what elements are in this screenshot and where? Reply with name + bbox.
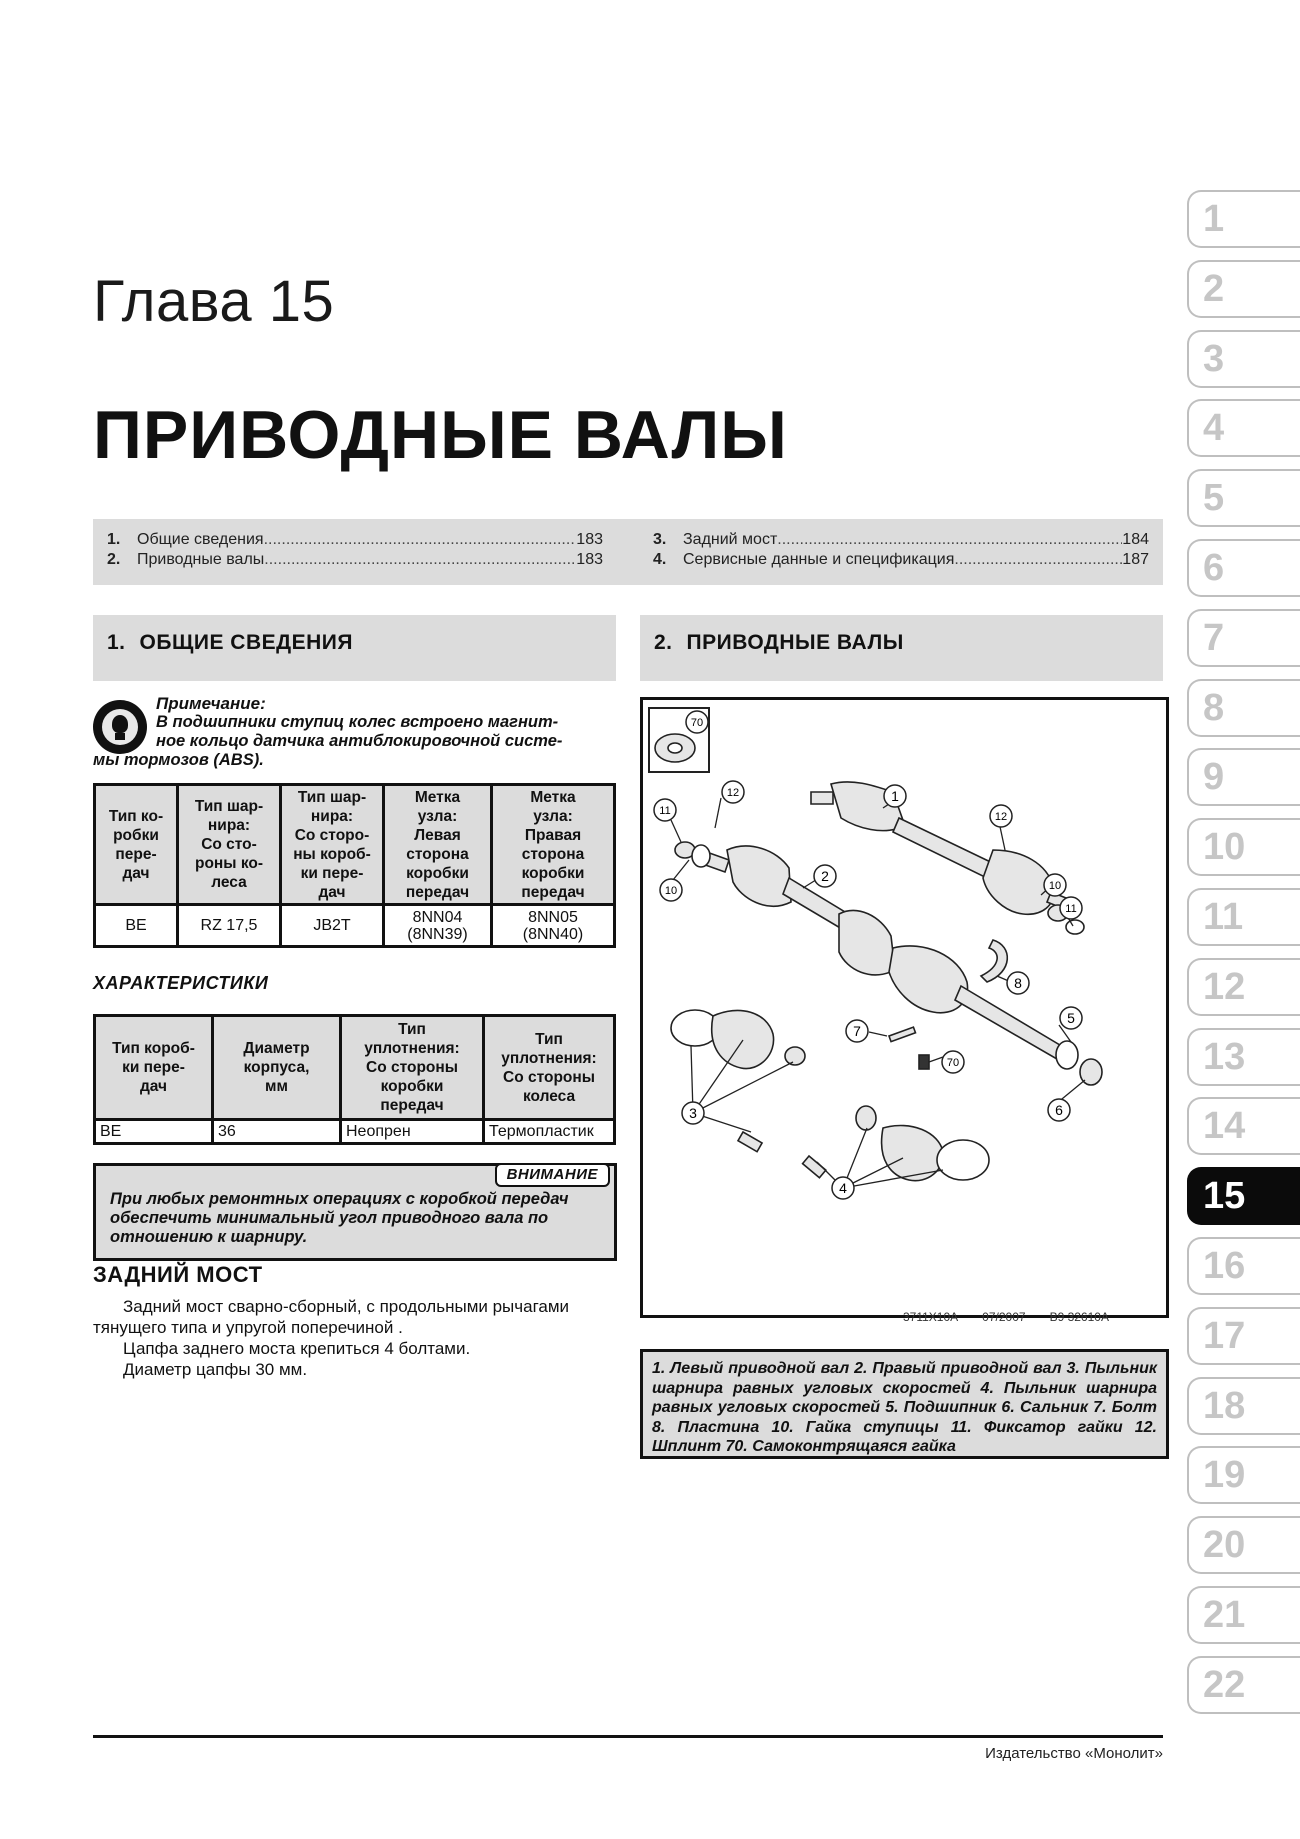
note-body: В подшипники ступиц колес встроено магнит- ное кольцо датчика антиблокировочной систе- мы тормозов (ABS).: [93, 713, 563, 769]
shaft2-boot-inner: [727, 846, 791, 906]
callout-12a: [722, 781, 744, 803]
shaft2-bearing: [839, 910, 895, 974]
table-cell: BE: [95, 1120, 213, 1144]
svg-text:70: 70: [690, 717, 704, 729]
shaft1-spline: [811, 792, 833, 804]
toc-item-page: 184: [1122, 531, 1149, 548]
svg-text:12: 12: [726, 787, 740, 799]
toc-item-title: Задний мост: [683, 531, 778, 548]
svg-text:11: 11: [1065, 903, 1077, 915]
chapter-label: Глава 15: [93, 269, 335, 334]
boot-ring: [856, 1106, 876, 1130]
callout-3: [682, 1102, 704, 1124]
callout-11b: [1060, 897, 1082, 919]
bearing-ring: [1056, 1041, 1078, 1069]
chapter-tab-19[interactable]: 19: [1187, 1446, 1300, 1504]
figure-caption: 1. Левый приводной вал 2. Правый приводной вал 3. Пыльник шарнира равных угловых скоростей 4. Пыльник шарнира равных угловых скоростей 5. Подшипник 6. Сальник 7. Болт 8. Пластина 10. Гайка ступицы 11. Фиксатор гайки 12. Шплинт 70. Самоконтрящаяся гайка: [640, 1349, 1169, 1459]
boot-kit-4: [882, 1125, 944, 1180]
callout-70a: [686, 711, 708, 733]
chapter-tab-8[interactable]: 8: [1187, 679, 1300, 737]
toc-item[interactable]: 4. Сервисные данные и спецификация ..... 187: [639, 550, 1149, 570]
svg-text:1: 1: [891, 788, 899, 804]
clamp-ring: [937, 1140, 989, 1180]
toc-item-title: Общие сведения: [137, 531, 264, 548]
table-cell: 36: [213, 1120, 341, 1144]
note-title: Примечание:: [156, 694, 266, 713]
toc-leader: [954, 550, 1122, 570]
svg-text:11: 11: [659, 805, 671, 817]
toc-leader: [264, 530, 577, 550]
chapter-tab-14[interactable]: 14: [1187, 1097, 1300, 1155]
small-nut: [919, 1055, 929, 1069]
chapter-tab-15[interactable]: 15: [1187, 1167, 1300, 1225]
footer-divider: [93, 1735, 1163, 1738]
svg-text:7: 7: [853, 1023, 861, 1039]
table-cell: 8NN04 (8NN39): [384, 905, 492, 947]
rear-axle-body: Задний мост сварно-сборный, с продольными рычагами тянущего типа и упругой поперечиной . Цапфа заднего моста крепиться 4 болтами. Диаметр цапфы 30 мм.: [93, 1297, 570, 1379]
shaft2-boot-outer: [889, 946, 968, 1013]
section-header-general: 1. ОБЩИЕ СВЕДЕНИЯ: [93, 615, 616, 681]
table-header-cell: Тип короб- ки пере- дач: [95, 1016, 213, 1120]
table-header-cell: Тип уплотнения: Со стороны колеса: [484, 1016, 615, 1120]
svg-text:70: 70: [946, 1057, 960, 1069]
chapter-tab-4[interactable]: 4: [1187, 399, 1300, 457]
ring: [1066, 920, 1084, 934]
table-cell: 8NN05 (8NN40): [492, 905, 615, 947]
toc-column-left: [93, 530, 603, 570]
rear-axle-title: ЗАДНИЙ МОСТ: [93, 1262, 263, 1287]
svg-text:2: 2: [821, 868, 829, 884]
callout-11a: [654, 799, 676, 821]
chapter-tab-3[interactable]: 3: [1187, 330, 1300, 388]
callout-10b: [1044, 874, 1066, 896]
warning-text: При любых ремонтных операциях с коробкой передач обеспечить минимальный угол приводного вала по отношению к шарниру.: [110, 1190, 569, 1246]
table-cell: Термопластик: [484, 1120, 615, 1144]
table-row: [95, 1120, 615, 1144]
svg-text:3: 3: [689, 1105, 697, 1121]
table-header-cell: Тип уплотнения: Со стороны коробки передач: [341, 1016, 484, 1120]
bolt: [889, 1027, 915, 1042]
characteristics-table: [93, 1014, 616, 1145]
toc-leader: [264, 550, 576, 570]
chapter-tab-13[interactable]: 13: [1187, 1028, 1300, 1086]
table-header-cell: Тип ко- робки пере- дач: [95, 785, 178, 905]
svg-text:6: 6: [1055, 1102, 1063, 1118]
plate: [981, 940, 1007, 982]
toc-column-right: [639, 530, 1149, 570]
callout-4: [832, 1177, 854, 1199]
callout-70b: [942, 1051, 964, 1073]
toc-item[interactable]: 2. Приводные валы ..... 183: [93, 550, 603, 570]
callout-12b: [990, 805, 1012, 827]
shaft1-boot-outer: [983, 850, 1054, 914]
chapter-tab-1[interactable]: 1: [1187, 190, 1300, 248]
joint-spec-table: [93, 783, 616, 948]
chapter-tab-17[interactable]: 17: [1187, 1307, 1300, 1365]
table-cell: Неопрен: [341, 1120, 484, 1144]
chapter-tab-5[interactable]: 5: [1187, 469, 1300, 527]
chapter-tab-16[interactable]: 16: [1187, 1237, 1300, 1295]
toc-item[interactable]: 3. Задний мост ..... 184: [639, 530, 1149, 550]
chapter-tab-20[interactable]: 20: [1187, 1516, 1300, 1574]
chapter-tab-6[interactable]: 6: [1187, 539, 1300, 597]
chapter-tab-10[interactable]: 10: [1187, 818, 1300, 876]
svg-text:5: 5: [1067, 1010, 1075, 1026]
svg-text:12: 12: [994, 811, 1008, 823]
callout-1: [884, 785, 906, 807]
table-header-cell: Метка узла: Правая сторона коробки передач: [492, 785, 615, 905]
warning-badge: ВНИМАНИЕ: [495, 1163, 610, 1187]
table-row: [95, 905, 615, 947]
characteristics-title: ХАРАКТЕРИСТИКИ: [93, 973, 269, 993]
chapter-tab-2[interactable]: 2: [1187, 260, 1300, 318]
drive-shaft-illustration: [643, 700, 1166, 1315]
toc-item[interactable]: 1. Общие сведения ..... 183: [93, 530, 603, 550]
boot-ring: [785, 1047, 805, 1065]
table-header-cell: Диаметр корпуса, мм: [213, 1016, 341, 1120]
table-header-cell: Тип шар- нира: Со сторо- ны короб- ки пере- дач: [281, 785, 384, 905]
callout-8: [1007, 972, 1029, 994]
chapter-title: ПРИВОДНЫЕ ВАЛЫ: [93, 397, 788, 473]
callout-7: [846, 1020, 868, 1042]
table-header-cell: Метка узла: Левая сторона коробки передач: [384, 785, 492, 905]
toc-item-page: 183: [576, 531, 603, 548]
toc-item-page: 183: [576, 551, 603, 568]
chapter-tab-18[interactable]: 18: [1187, 1377, 1300, 1435]
toc-item-title: Сервисные данные и спецификация: [683, 551, 955, 568]
svg-text:8: 8: [1014, 975, 1022, 991]
table-cell: RZ 17,5: [178, 905, 281, 947]
drive-shaft-exploded-diagram: [640, 697, 1169, 1324]
callout-2: [814, 865, 836, 887]
publisher-footer: Издательство «Монолит»: [985, 1745, 1163, 1762]
ring: [692, 845, 710, 867]
toc-leader: [777, 530, 1122, 550]
chapter-tab-21[interactable]: 21: [1187, 1586, 1300, 1644]
chapter-tab-11[interactable]: 11: [1187, 888, 1300, 946]
chapter-tab-22[interactable]: 22: [1187, 1656, 1300, 1714]
callout-6: [1048, 1099, 1070, 1121]
table-of-contents: [93, 519, 1163, 585]
toc-item-title: Приводные валы: [137, 551, 265, 568]
chapter-tab-7[interactable]: 7: [1187, 609, 1300, 667]
svg-text:4: 4: [839, 1180, 847, 1196]
boot-kit-3: [712, 1010, 774, 1068]
table-cell: JB2T: [281, 905, 384, 947]
callout-10a: [660, 879, 682, 901]
warning-box: [93, 1163, 617, 1261]
section-header-drive-shafts: 2. ПРИВОДНЫЕ ВАЛЫ: [640, 615, 1163, 681]
chapter-tab-12[interactable]: 12: [1187, 958, 1300, 1016]
toc-item-page: 187: [1122, 551, 1149, 568]
callout-5: [1060, 1007, 1082, 1029]
svg-text:10: 10: [664, 885, 678, 897]
figure-codes: 3711X10A 07/2007 B9 32610A: [903, 1310, 1109, 1324]
grease-pack: [738, 1132, 762, 1152]
chapter-tab-9[interactable]: 9: [1187, 748, 1300, 806]
table-header-cell: Тип шар- нира: Со сто- роны ко- леса: [178, 785, 281, 905]
table-cell: BE: [95, 905, 178, 947]
svg-text:10: 10: [1048, 880, 1062, 892]
